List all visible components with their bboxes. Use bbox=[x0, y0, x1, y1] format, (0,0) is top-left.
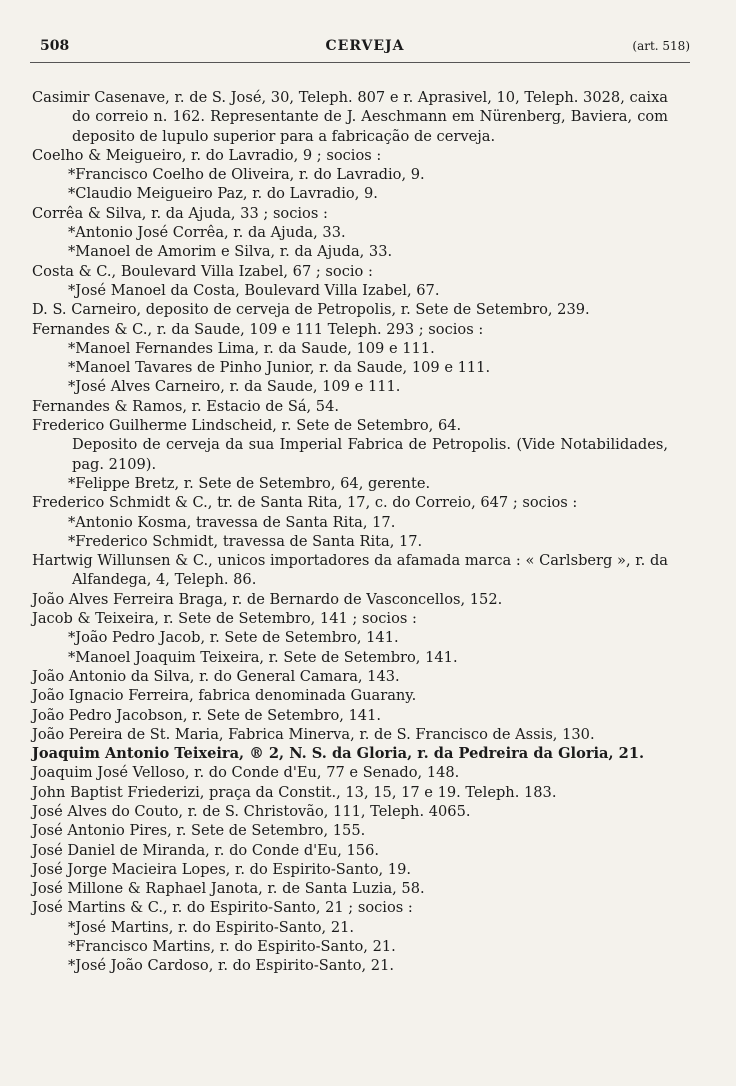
directory-entry: José Antonio Pires, r. Sete de Setembro, 155. bbox=[32, 822, 366, 840]
directory-entry: João Pereira de St. Maria, Fabrica Minerva, r. de S. Francisco de Assis, 130. bbox=[32, 725, 595, 743]
directory-entry: Frederico Guilherme Lindscheid, r. Sete de Setembro, 64. bbox=[32, 417, 462, 435]
directory-entry: José Martins & C., r. do Espirito-Santo, 21 ; socios : bbox=[32, 899, 413, 917]
directory-entry: Fernandes & Ramos, r. Estacio de Sá, 54. bbox=[32, 397, 340, 415]
directory-entry: Joaquim José Velloso, r. do Conde d'Eu, 77 e Senado, 148. bbox=[32, 764, 460, 782]
partner-line: *Manoel Joaquim Teixeira, r. Sete de Setembro, 141. bbox=[68, 648, 458, 666]
partner-line: *Felippe Bretz, r. Sete de Setembro, 64, gerente. bbox=[68, 474, 431, 492]
partner-line: *Manoel Fernandes Lima, r. da Saude, 109 e 111. bbox=[68, 339, 435, 357]
partner-line: *Manoel Tavares de Pinho Junior, r. da Saude, 109 e 111. bbox=[68, 359, 491, 377]
directory-entry: Joaquim Antonio Teixeira, ® 2, N. S. da Gloria, r. da Pedreira da Gloria, 21. bbox=[32, 745, 645, 763]
directory-entry: Jacob & Teixeira, r. Sete de Setembro, 141 ; socios : bbox=[32, 610, 417, 628]
directory-entry: D. S. Carneiro, deposito de cerveja de Petropolis, r. Sete de Setembro, 239. bbox=[32, 301, 590, 319]
article-reference: (art. 518) bbox=[632, 39, 690, 53]
directory-entry: Frederico Schmidt & C., tr. de Santa Rita, 17, c. do Correio, 647 ; socios : bbox=[32, 494, 578, 512]
directory-entry: João Pedro Jacobson, r. Sete de Setembro, 141. bbox=[32, 706, 382, 724]
directory-entry: José Daniel de Miranda, r. do Conde d'Eu, 156. bbox=[32, 841, 379, 859]
directory-entry: Corrêa & Silva, r. da Ajuda, 33 ; socios : bbox=[32, 204, 328, 222]
page-number: 508 bbox=[40, 38, 70, 54]
partner-line: *Antonio Kosma, travessa de Santa Rita, 17. bbox=[68, 513, 396, 531]
directory-entry: João Alves Ferreira Braga, r. de Bernardo de Vasconcellos, 152. bbox=[32, 590, 503, 608]
directory-entry: José Jorge Macieira Lopes, r. do Espirito-Santo, 19. bbox=[32, 860, 411, 878]
partner-line: *Claudio Meigueiro Paz, r. do Lavradio, 9. bbox=[68, 185, 378, 203]
page-header bbox=[40, 38, 690, 58]
directory-entry: Costa & C., Boulevard Villa Izabel, 67 ; socio : bbox=[32, 262, 373, 280]
partner-line: *José Alves Carneiro, r. da Saude, 109 e 111. bbox=[68, 378, 401, 396]
directory-entry: José Alves do Couto, r. de S. Christovão, 111, Teleph. 4065. bbox=[32, 802, 471, 820]
partner-line: *Manoel de Amorim e Silva, r. da Ajuda, 33. bbox=[68, 243, 393, 261]
partner-line: *Francisco Coelho de Oliveira, r. do Lavradio, 9. bbox=[68, 166, 425, 184]
directory-entry: John Baptist Friederizi, praça da Constit., 13, 15, 17 e 19. Teleph. 183. bbox=[32, 783, 557, 801]
partner-line: *Frederico Schmidt, travessa de Santa Rita, 17. bbox=[68, 532, 423, 550]
directory-entry: José Millone & Raphael Janota, r. de Santa Luzia, 58. bbox=[32, 880, 425, 898]
partner-line: *Antonio José Corrêa, r. da Ajuda, 33. bbox=[68, 224, 346, 242]
directory-entry: Coelho & Meigueiro, r. do Lavradio, 9 ; socios : bbox=[32, 146, 382, 164]
section-title: CERVEJA bbox=[325, 38, 405, 54]
directory-entry: Casimir Casenave, r. de S. José, 30, Teleph. 807 e r. Aprasivel, 10, Teleph. 3028, caixa do correio n. 162. Representante de J. Aeschmann em Nürenberg, Baviera, com deposito de lupulo superior para a fabricação de cerveja. bbox=[32, 89, 668, 145]
partner-line: *João Pedro Jacob, r. Sete de Setembro, 141. bbox=[68, 629, 399, 647]
entry-note: Deposito de cerveja da sua Imperial Fabrica de Petropolis. (Vide Notabilidades, pag. 2109). bbox=[72, 436, 668, 473]
directory-entry: João Ignacio Ferreira, fabrica denominada Guarany. bbox=[32, 687, 417, 705]
directory-entry: João Antonio da Silva, r. do General Camara, 143. bbox=[32, 667, 400, 685]
partner-line: *José Manoel da Costa, Boulevard Villa Izabel, 67. bbox=[68, 281, 440, 299]
directory-entry: Fernandes & C., r. da Saude, 109 e 111 Teleph. 293 ; socios : bbox=[32, 320, 484, 338]
entry-list bbox=[32, 88, 668, 976]
partner-line: *José Martins, r. do Espirito-Santo, 21. bbox=[68, 918, 355, 936]
partner-line: *Francisco Martins, r. do Espirito-Santo, 21. bbox=[68, 938, 396, 956]
partner-line: *José João Cardoso, r. do Espirito-Santo, 21. bbox=[68, 957, 395, 975]
header-rule bbox=[30, 62, 690, 63]
directory-entry: Hartwig Willunsen & C., unicos importadores da afamada marca : « Carlsberg », r. da Alfandega, 4, Teleph. 86. bbox=[32, 552, 668, 589]
